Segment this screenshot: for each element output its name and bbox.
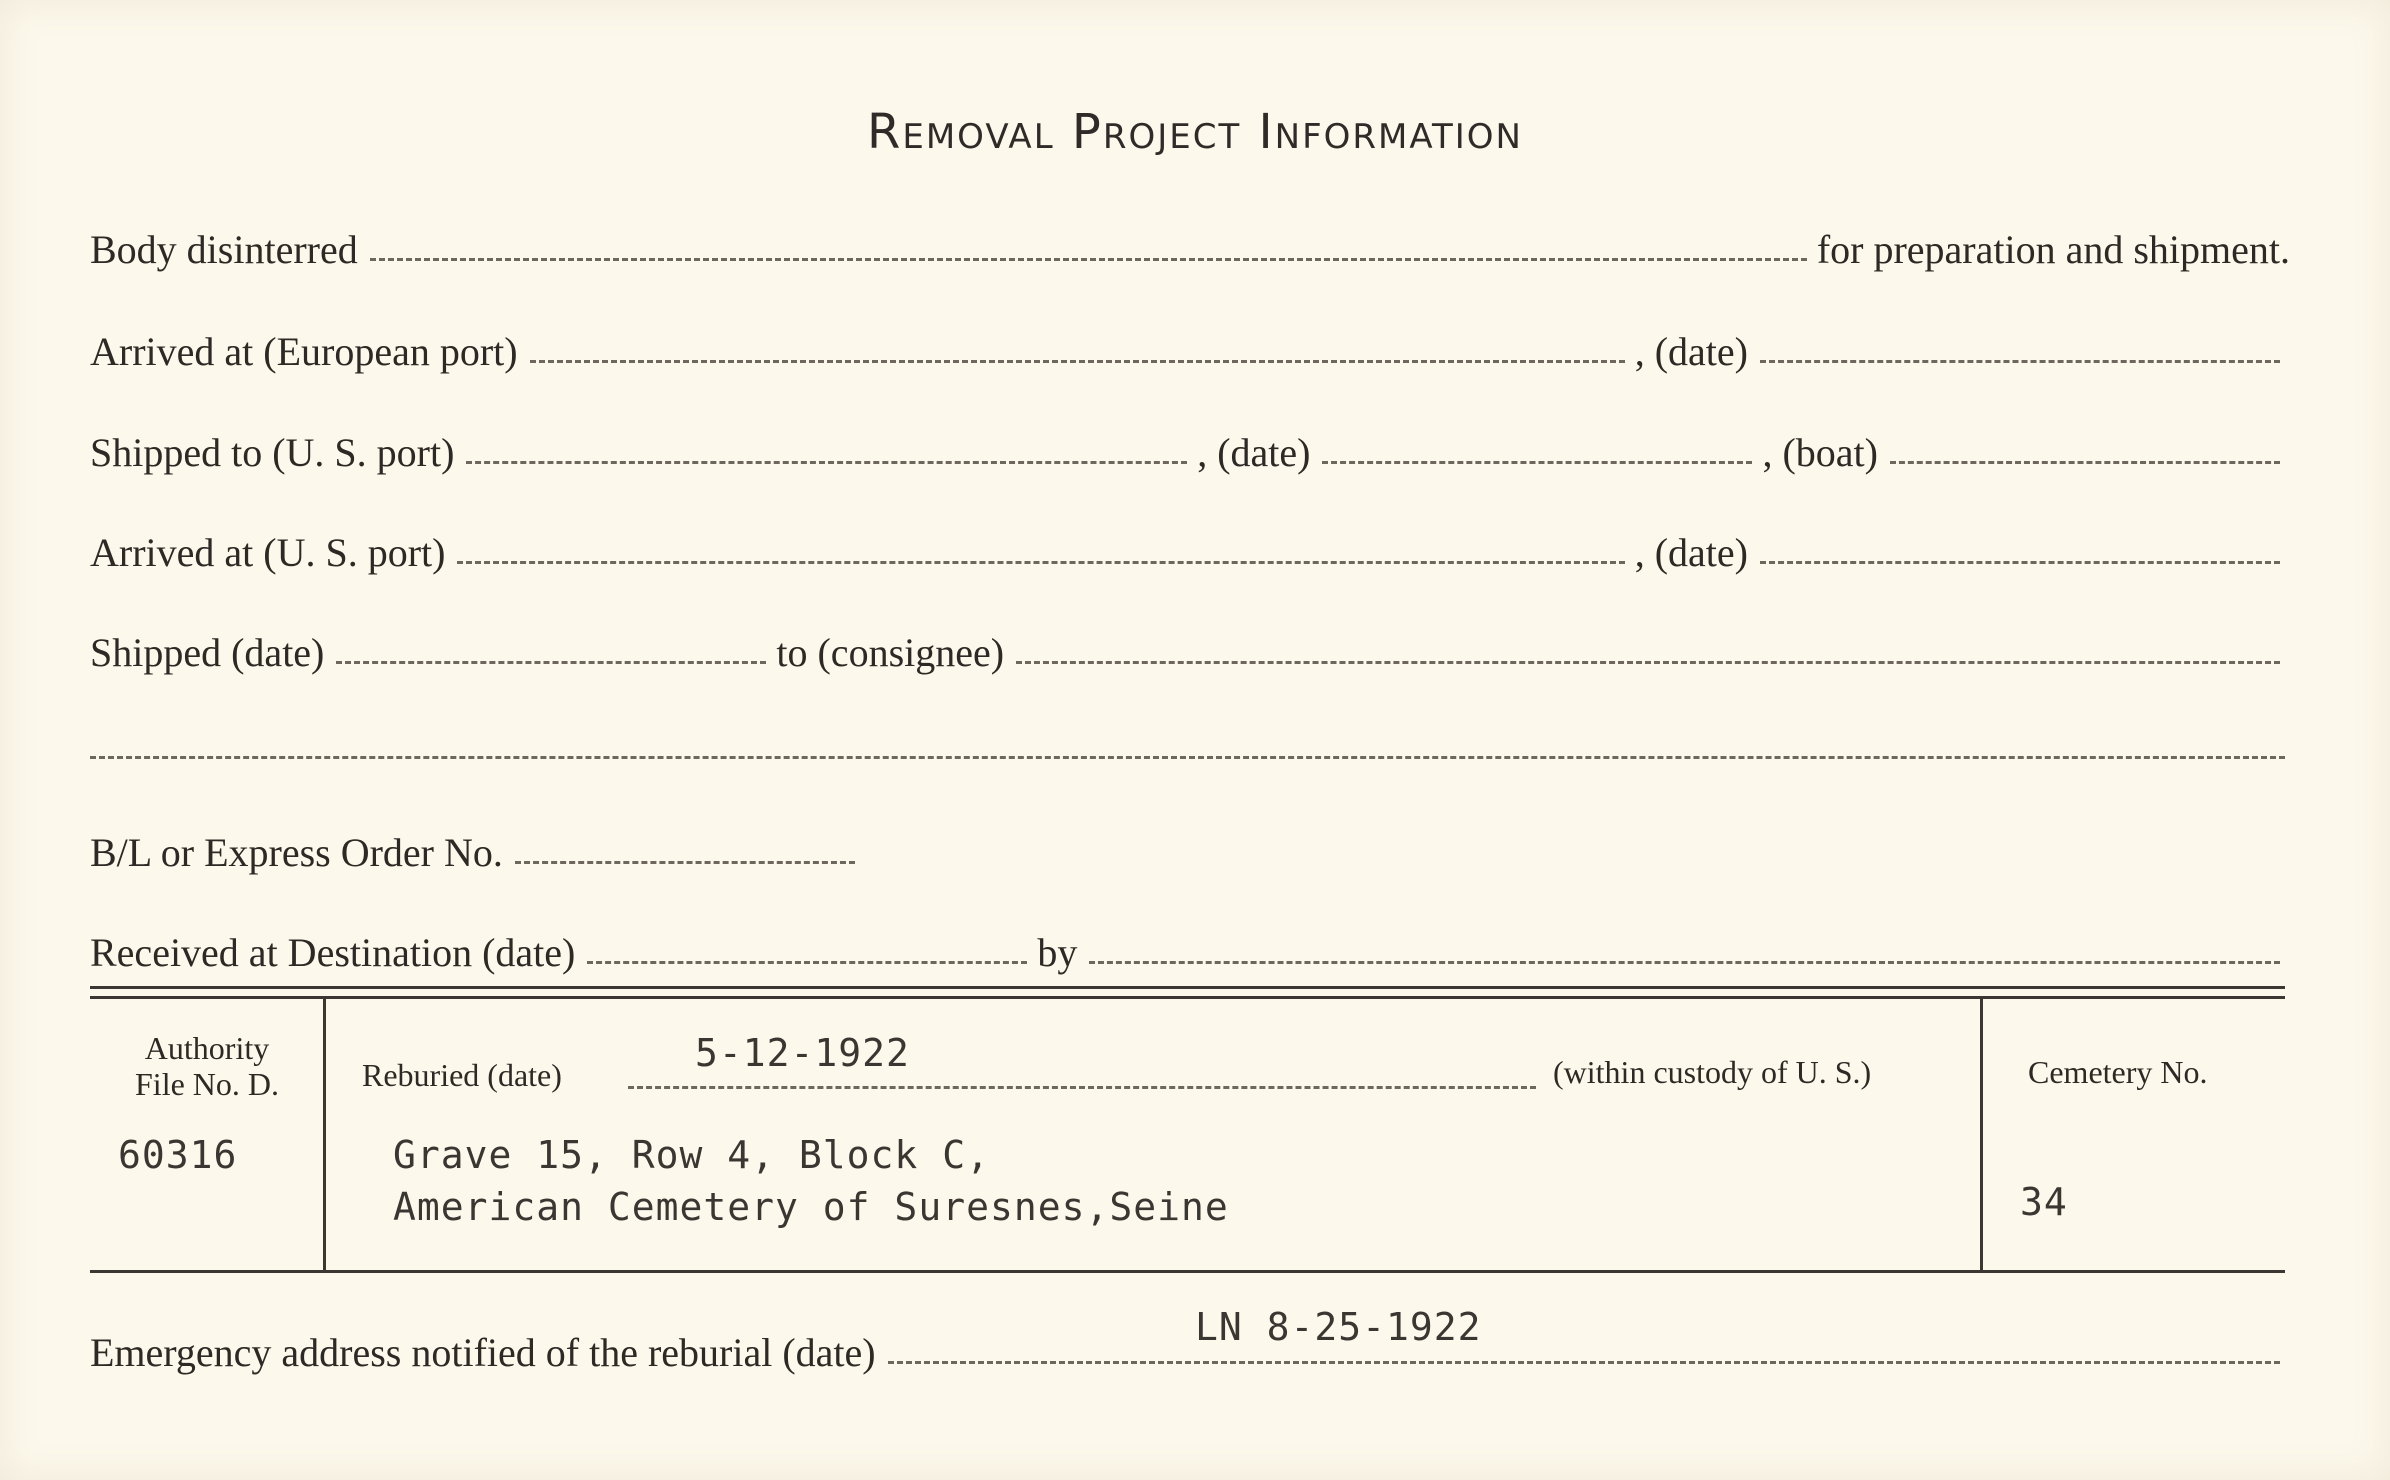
arrived-us-date-field[interactable]: [1760, 561, 2280, 564]
arrived-european-date-label: , (date): [1634, 329, 1748, 374]
row-shipped-us: [90, 418, 2290, 478]
emergency-date-field[interactable]: [888, 1361, 2280, 1364]
row-arrived-us: [90, 518, 2290, 578]
consignee-field[interactable]: [1016, 661, 2280, 664]
arrived-us-date-label: , (date): [1634, 530, 1748, 575]
custody-label: (within custody of U. S.): [1553, 1054, 1872, 1090]
reburied-label: Reburied (date): [362, 1057, 562, 1093]
body-disinterred-field[interactable]: [370, 258, 1807, 261]
grave-location-line-1: Grave 15, Row 4, Block C,: [393, 1133, 990, 1177]
table-bottom-rule: [90, 1270, 2285, 1273]
bl-order-label: B/L or Express Order No.: [90, 830, 503, 875]
reburied-date-value: 5-12-1922: [695, 1031, 910, 1075]
received-by-field[interactable]: [1089, 961, 2280, 964]
shipped-date-label: Shipped (date): [90, 630, 325, 675]
arrived-us-label: Arrived at (U. S. port): [90, 530, 446, 575]
emergency-date-value: LN 8-25-1922: [1195, 1305, 1482, 1349]
shipped-us-date-label: , (date): [1197, 430, 1311, 475]
body-disinterred-label: Body disinterred: [90, 227, 358, 272]
cemetery-no-value: 34: [2020, 1180, 2068, 1224]
consignee-label: to (consignee): [776, 630, 1005, 675]
arrived-us-port-field[interactable]: [457, 561, 1624, 564]
shipped-us-label: Shipped to (U. S. port): [90, 430, 455, 475]
table-top-double-rule: [90, 986, 2285, 999]
consignee-continuation-field[interactable]: [90, 756, 2285, 759]
cemetery-no-label: Cemetery No.: [2028, 1054, 2208, 1090]
row-received: [90, 918, 2290, 978]
card-title: Removal Project Information: [867, 104, 1523, 160]
authority-label: Authority: [144, 1030, 270, 1066]
received-date-field[interactable]: [587, 961, 1027, 964]
emergency-label: Emergency address notified of the reburial (date): [90, 1330, 876, 1375]
reburied-date-field[interactable]: [628, 1086, 1536, 1089]
row-bl-order: [90, 818, 2290, 878]
authority-file-value: 60316: [118, 1133, 238, 1177]
row-emergency: [90, 1318, 2290, 1378]
shipped-us-date-field[interactable]: [1322, 461, 1752, 464]
arrived-european-port-field[interactable]: [530, 360, 1625, 363]
shipped-date-field[interactable]: [336, 661, 766, 664]
arrived-european-label: Arrived at (European port): [90, 329, 518, 374]
arrived-european-date-field[interactable]: [1760, 360, 2280, 363]
shipped-us-port-field[interactable]: [466, 461, 1187, 464]
authority-header: [122, 1030, 292, 1102]
shipped-us-boat-field[interactable]: [1890, 461, 2280, 464]
file-no-label: File No. D.: [135, 1066, 279, 1102]
row-arrived-european: [90, 317, 2290, 377]
row-body-disinterred: [90, 215, 2290, 275]
table-divider-right: [1980, 996, 1983, 1273]
table-divider-left: [323, 996, 326, 1273]
bl-order-field[interactable]: [515, 861, 855, 864]
received-label: Received at Destination (date): [90, 930, 576, 975]
grave-location-line-2: American Cemetery of Suresnes,Seine: [393, 1185, 1229, 1229]
shipped-us-boat-label: , (boat): [1762, 430, 1878, 475]
received-by-label: by: [1037, 930, 1078, 975]
row-shipped-date: [90, 618, 2290, 678]
body-disinterred-suffix: for preparation and shipment.: [1816, 227, 2290, 272]
